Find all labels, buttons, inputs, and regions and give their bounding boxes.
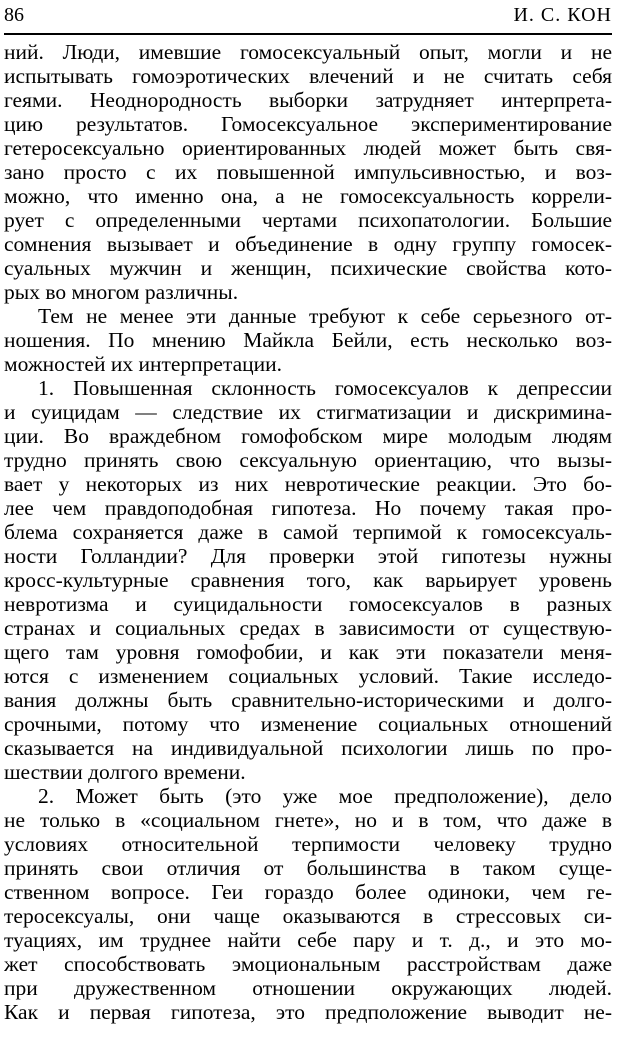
text-line: жет способствовать эмоциональным расстройствам даже <box>4 952 612 976</box>
text-line: лее чем правдоподобная гипотеза. Но почему такая про- <box>4 496 612 520</box>
text-line: ции. Во враждебном гомофобском мире молодым людям <box>4 424 612 448</box>
text-line: блема сохраняется даже в самой терпимой к гомосексуаль- <box>4 520 612 544</box>
text-line: Как и первая гипотеза, это предположение выводит не- <box>4 1000 612 1024</box>
text-line: 1. Повышенная склонность гомосексуалов к депрессии <box>38 376 612 400</box>
text-line: вает у некоторых из них невротические реакции. Это бо- <box>4 472 612 496</box>
text-line: условиях относительной терпимости человеку трудно <box>4 832 612 856</box>
text-line: ственном вопросе. Геи гораздо более одиноки, чем ге- <box>4 880 612 904</box>
text-line: не только в «социальном гнете», но и в том, что даже в <box>4 808 612 832</box>
text-line: суальных мужчин и женщин, психические свойства кото- <box>4 256 612 280</box>
text-line: геями. Неоднородность выборки затрудняет интерпрета- <box>4 88 612 112</box>
text-line: и суицидам — следствие их стигматизации и дискримина- <box>4 400 612 424</box>
text-line: сомнения вызывает и объединение в одну группу гомосек- <box>4 232 612 256</box>
text-line: ются с изменением социальных условий. Такие исследо- <box>4 664 612 688</box>
text-line: ности Голландии? Для проверки этой гипотезы нужны <box>4 544 612 568</box>
page-header <box>4 0 612 30</box>
text-line: рых во многом различны. <box>4 280 239 304</box>
text-line: теросексуалы, они чаще оказываются в стрессовых си- <box>4 904 612 928</box>
page-number: 86 <box>4 4 24 26</box>
text-line: зано просто с их повышенной импульсивностью, и воз- <box>4 160 612 184</box>
text-line: гетеросексуально ориентированных людей может быть свя- <box>4 136 612 160</box>
running-head-author: И. С. КОН <box>513 4 612 26</box>
body-text <box>4 40 612 1024</box>
text-line: принять свои отличия от большинства в таком суще- <box>4 856 612 880</box>
text-line: кросс-культурные сравнения того, как варьирует уровень <box>4 568 612 592</box>
text-line: рует с определенными чертами психопатологии. Большие <box>4 208 612 232</box>
text-line: ний. Люди, имевшие гомосексуальный опыт, могли и не <box>4 40 612 64</box>
text-line: странах и социальных средах в зависимости от существую- <box>4 616 612 640</box>
text-line: можно, что именно она, а не гомосексуальность коррели- <box>4 184 612 208</box>
text-line: цию результатов. Гомосексуальное экспериментирование <box>4 112 612 136</box>
text-line: трудно принять свою сексуальную ориентацию, что вызы- <box>4 448 612 472</box>
text-line: шествии долгого времени. <box>4 760 246 784</box>
text-line: ношения. По мнению Майкла Бейли, есть несколько воз- <box>4 328 612 352</box>
text-line: сказывается на индивидуальной психологии лишь по про- <box>4 736 612 760</box>
text-line: туациях, им труднее найти себе пару и т. д., и это мо- <box>4 928 612 952</box>
text-line: щего там уровня гомофобии, и как эти показатели меня- <box>4 640 612 664</box>
text-line: невротизма и суицидальности гомосексуалов в разных <box>4 592 612 616</box>
text-line: срочными, потому что изменение социальных отношений <box>4 712 612 736</box>
text-line: испытывать гомоэротических влечений и не считать себя <box>4 64 612 88</box>
text-line: вания должны быть сравнительно-историческими и долго- <box>4 688 612 712</box>
header-rule <box>4 33 612 35</box>
text-line: можностей их интерпретации. <box>4 352 283 376</box>
text-line: Тем не менее эти данные требуют к себе серьезного от- <box>38 304 612 328</box>
text-line: при дружественном отношении окружающих людей. <box>4 976 612 1000</box>
text-line: 2. Может быть (это уже мое предположение), дело <box>38 784 612 808</box>
